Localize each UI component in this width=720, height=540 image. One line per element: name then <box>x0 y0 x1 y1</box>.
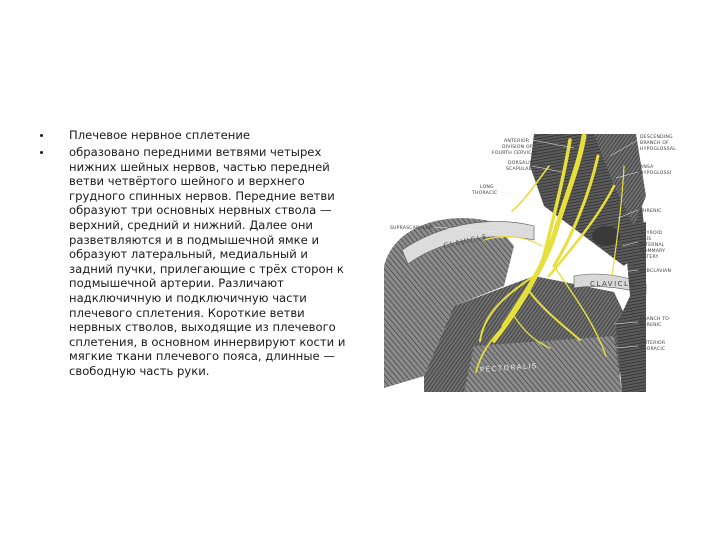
label-dorsalis: DORSALIS <box>508 161 533 166</box>
brachial-plexus-illustration <box>384 126 690 392</box>
label-thoracic-right: THORACIC <box>640 347 666 352</box>
label-internal: INTERNAL <box>640 243 665 248</box>
label-clavicle-lower: CLAVICLE <box>590 280 636 288</box>
label-branch-of: BRANCH OF <box>640 141 669 146</box>
label-hypoglossi: HYPOGLOSSI <box>640 171 672 176</box>
label-axis: AXIS <box>640 237 652 242</box>
label-mammary: MAMMARY <box>640 249 666 254</box>
label-suprascapular: SUPRASCAPULAR <box>390 226 433 231</box>
bullet-item-title: Плечевое нервное сплетение <box>40 128 352 142</box>
label-thyroid: THYROID <box>640 231 663 236</box>
bullet-list <box>40 128 352 379</box>
label-ansa: ANSA <box>640 165 654 170</box>
label-phrenic: PHRENIC <box>640 209 662 214</box>
label-artery: ARTERY <box>640 255 659 260</box>
label-division-of: DIVISION OF <box>502 145 533 150</box>
label-clavicle-upper: CLAVICLE <box>442 232 489 250</box>
label-subclavian: SUBCLAVIAN <box>640 269 672 274</box>
label-hypoglossal: HYPOGLOSSAL <box>640 147 677 152</box>
label-branch-phrenic: PHRENIC <box>640 323 662 328</box>
label-anterior-right: ANTERIOR <box>640 341 666 346</box>
label-thoracic: THORACIC <box>472 191 498 196</box>
label-descending: DESCENDING <box>640 135 673 140</box>
label-anterior: ANTERIOR <box>504 139 530 144</box>
label-branch-to: BRANCH TO <box>640 317 670 322</box>
figure-labels-right <box>639 134 676 352</box>
bullet-item-description: образовано передними ветвями четырех нижних шейных нервов, частью передней ветви четвёртого шейного и верхнего грудного спинных нервов. Передние ветви образуют три основных нервных ствола — верхний, средний и нижний. Далее они разветвляются и в подмышечной ямке и образуют латеральный, медиальный и задний пучки, прилегающие с трёх сторон к подмышечной артерии. Различают надключичную и подключичную части плечевого сплетения. Короткие ветви нервных стволов, выходящие из плечевого сплетения, в основном иннервируют кости и мягкие ткани плечевого пояса, длинные — свободную часть руки. <box>40 145 352 379</box>
anatomy-drawing <box>384 126 690 392</box>
label-scapulae: SCAPULAE <box>506 167 532 172</box>
label-long: LONG <box>480 185 494 190</box>
figure-labels-left <box>390 138 538 231</box>
label-pectoralis: PECTORALIS <box>479 361 539 374</box>
label-fourth-cervical: FOURTH CERVICAL <box>492 151 538 156</box>
